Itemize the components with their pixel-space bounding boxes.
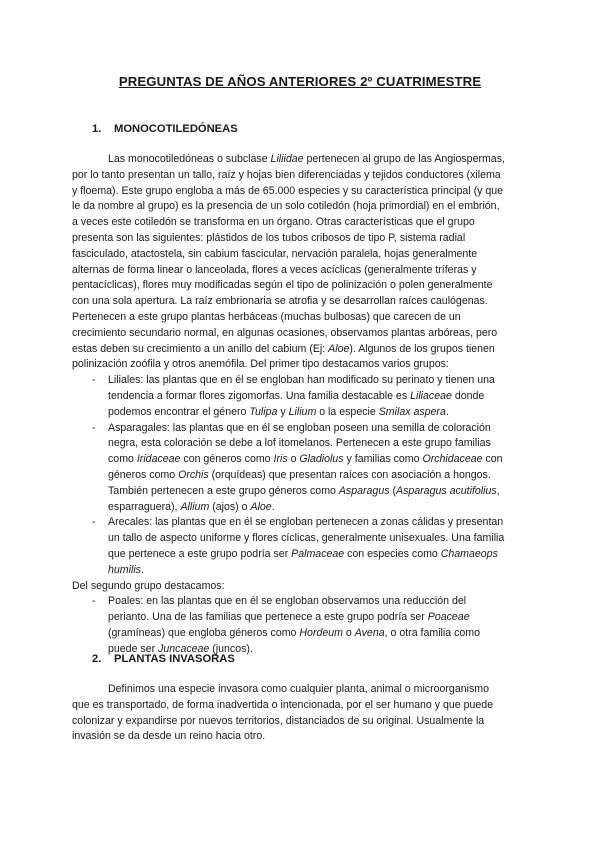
- paragraph-line: colonizar y expandirse por nuevos territorios, distanciados de su original. Usualmente la: [72, 714, 485, 727]
- bullet-line: un tallo de aspecto uniforme y flores cíclicas, generalmente unisexuales. Una familia: [108, 532, 505, 545]
- bullet-dash: -: [92, 421, 96, 434]
- section-2-heading: [92, 653, 235, 665]
- bullet-dash: -: [92, 516, 96, 529]
- bullet-line: géneros como Orchis (orquídeas) que presentan raíces con asociación a hongos.: [108, 469, 491, 481]
- section-1-number: 1.: [92, 123, 102, 135]
- paragraph-line: que es transportado, de forma inadvertida o intencionada, por el ser humano y que puede: [72, 698, 494, 711]
- paragraph-line: polinización zoófila y otros anemófila. Del primer tipo destacamos varios grupos:: [72, 358, 449, 371]
- bullet-line: humilis.: [108, 563, 144, 576]
- bullet-dash: -: [92, 374, 96, 387]
- page-title: PREGUNTAS DE AÑOS ANTERIORES 2º CUATRIMESTRE: [118, 74, 482, 89]
- bullet-line: puede ser Juncaceae (juncos).: [108, 642, 253, 655]
- second-group-intro: Del segundo grupo destacamos:: [72, 579, 225, 592]
- bullet-line: esparraguera), Allium (ajos) o Aloe.: [108, 500, 275, 513]
- paragraph-line: y floema). Este grupo engloba a más de 65.000 especies y su característica principal (y que: [72, 184, 504, 197]
- paragraph-line: Definimos una especie invasora como cualquier planta, animal o microorganismo: [108, 683, 489, 695]
- section-2-title: PLANTAS INVASORAS: [114, 653, 235, 665]
- bullet-line: como Iridaceae con géneros como Iris o Gladiolus y familias como Orchidaceae con: [108, 453, 503, 466]
- bullet-line: podemos encontrar el género Tulipa y Lilium o la especie Smilax aspera.: [108, 405, 449, 418]
- section-2-number: 2.: [92, 653, 102, 665]
- paragraph-line: estas deben su crecimiento a un anillo del cabium (Ej: Aloe). Algunos de los grupos tienen: [72, 342, 495, 355]
- paragraph-line: le da nombre al grupo) es la presencia de un solo cotiledón (hoja primordial) en el embrión,: [72, 200, 500, 213]
- bullet-line: perianto. Una de las familias que pertenece a este grupo podría ser Poaceae: [108, 611, 470, 624]
- bullet-line: (gramíneas) que engloba géneros como Hordeum o Avena, o otra familia como: [108, 627, 481, 639]
- bullet-line: negra, esta coloración se debe a lof itomelanos. Pertenecen a este grupo familias: [108, 437, 491, 450]
- paragraph-line: crecimiento secundario normal, en algunas ocasiones, observamos plantas arbóreas, pero: [72, 326, 498, 339]
- bullet-line: que pertenece a este grupo podría ser Palmaceae con especies como Chamaeops: [108, 548, 498, 560]
- bullet-line: También pertenecen a este grupo géneros como Asparagus (Asparagus acutifolius,: [108, 484, 500, 497]
- paragraph-line: con una sola apertura. La raíz embrionaria se atrofia y se desarrollan raíces caulógenas.: [72, 295, 488, 308]
- paragraph-line: Pertenecen a este grupo plantas herbáceas (muchas bulbosas) que carecen de un: [72, 311, 461, 323]
- paragraph-line: invasión se da desde un reino hacia otro.: [72, 730, 266, 743]
- paragraph-line: alternas de forma linear o lanceolada, flores a veces acíclicas (generalmente tríferas y: [72, 263, 477, 276]
- bullet-line: Poales: en las plantas que en él se engloban observamos una reducción del: [108, 595, 467, 608]
- bullet-line: tendencia a formar flores zigomorfas. Una familia destacable es Liliaceae donde: [108, 390, 485, 402]
- paragraph-line: Las monocotiledóneas o subclase Liliidae pertenecen al grupo de las Angiospermas,: [108, 153, 505, 165]
- bullet-dash: -: [92, 595, 96, 608]
- bullet-line: Arecales: las plantas que en él se engloban pertenecen a zonas cálidas y presentan: [108, 516, 504, 529]
- bullet-line: Asparagales: las plantas que en él se engloban poseen una semilla de coloración: [108, 421, 491, 434]
- paragraph-line: a veces este cotiledón se transforma en un órgano. Otras características que el grupo: [72, 216, 475, 229]
- paragraph-line: presenta son las siguientes: plástidos de los tubos cribosos de tipo P, sistema radial: [72, 232, 466, 244]
- paragraph-line: fasciculado, atactostela, sin cabium fascicular, nervación paralela, hojas generalmente: [72, 247, 478, 260]
- paragraph-line: por lo tanto presentan un tallo, raíz y hojas bien diferenciadas y tejidos conductores (xilema: [72, 168, 501, 181]
- bullet-line: Liliales: las plantas que en él se engloban han modificado su perinato y tienen una: [108, 374, 495, 387]
- section-1-heading: [92, 123, 238, 135]
- section-1-title: MONOCOTILEDÓNEAS: [114, 123, 238, 135]
- paragraph-line: pentacíclicas), flores muy modificadas según el tipo de polinización o polen generalmente: [72, 279, 493, 292]
